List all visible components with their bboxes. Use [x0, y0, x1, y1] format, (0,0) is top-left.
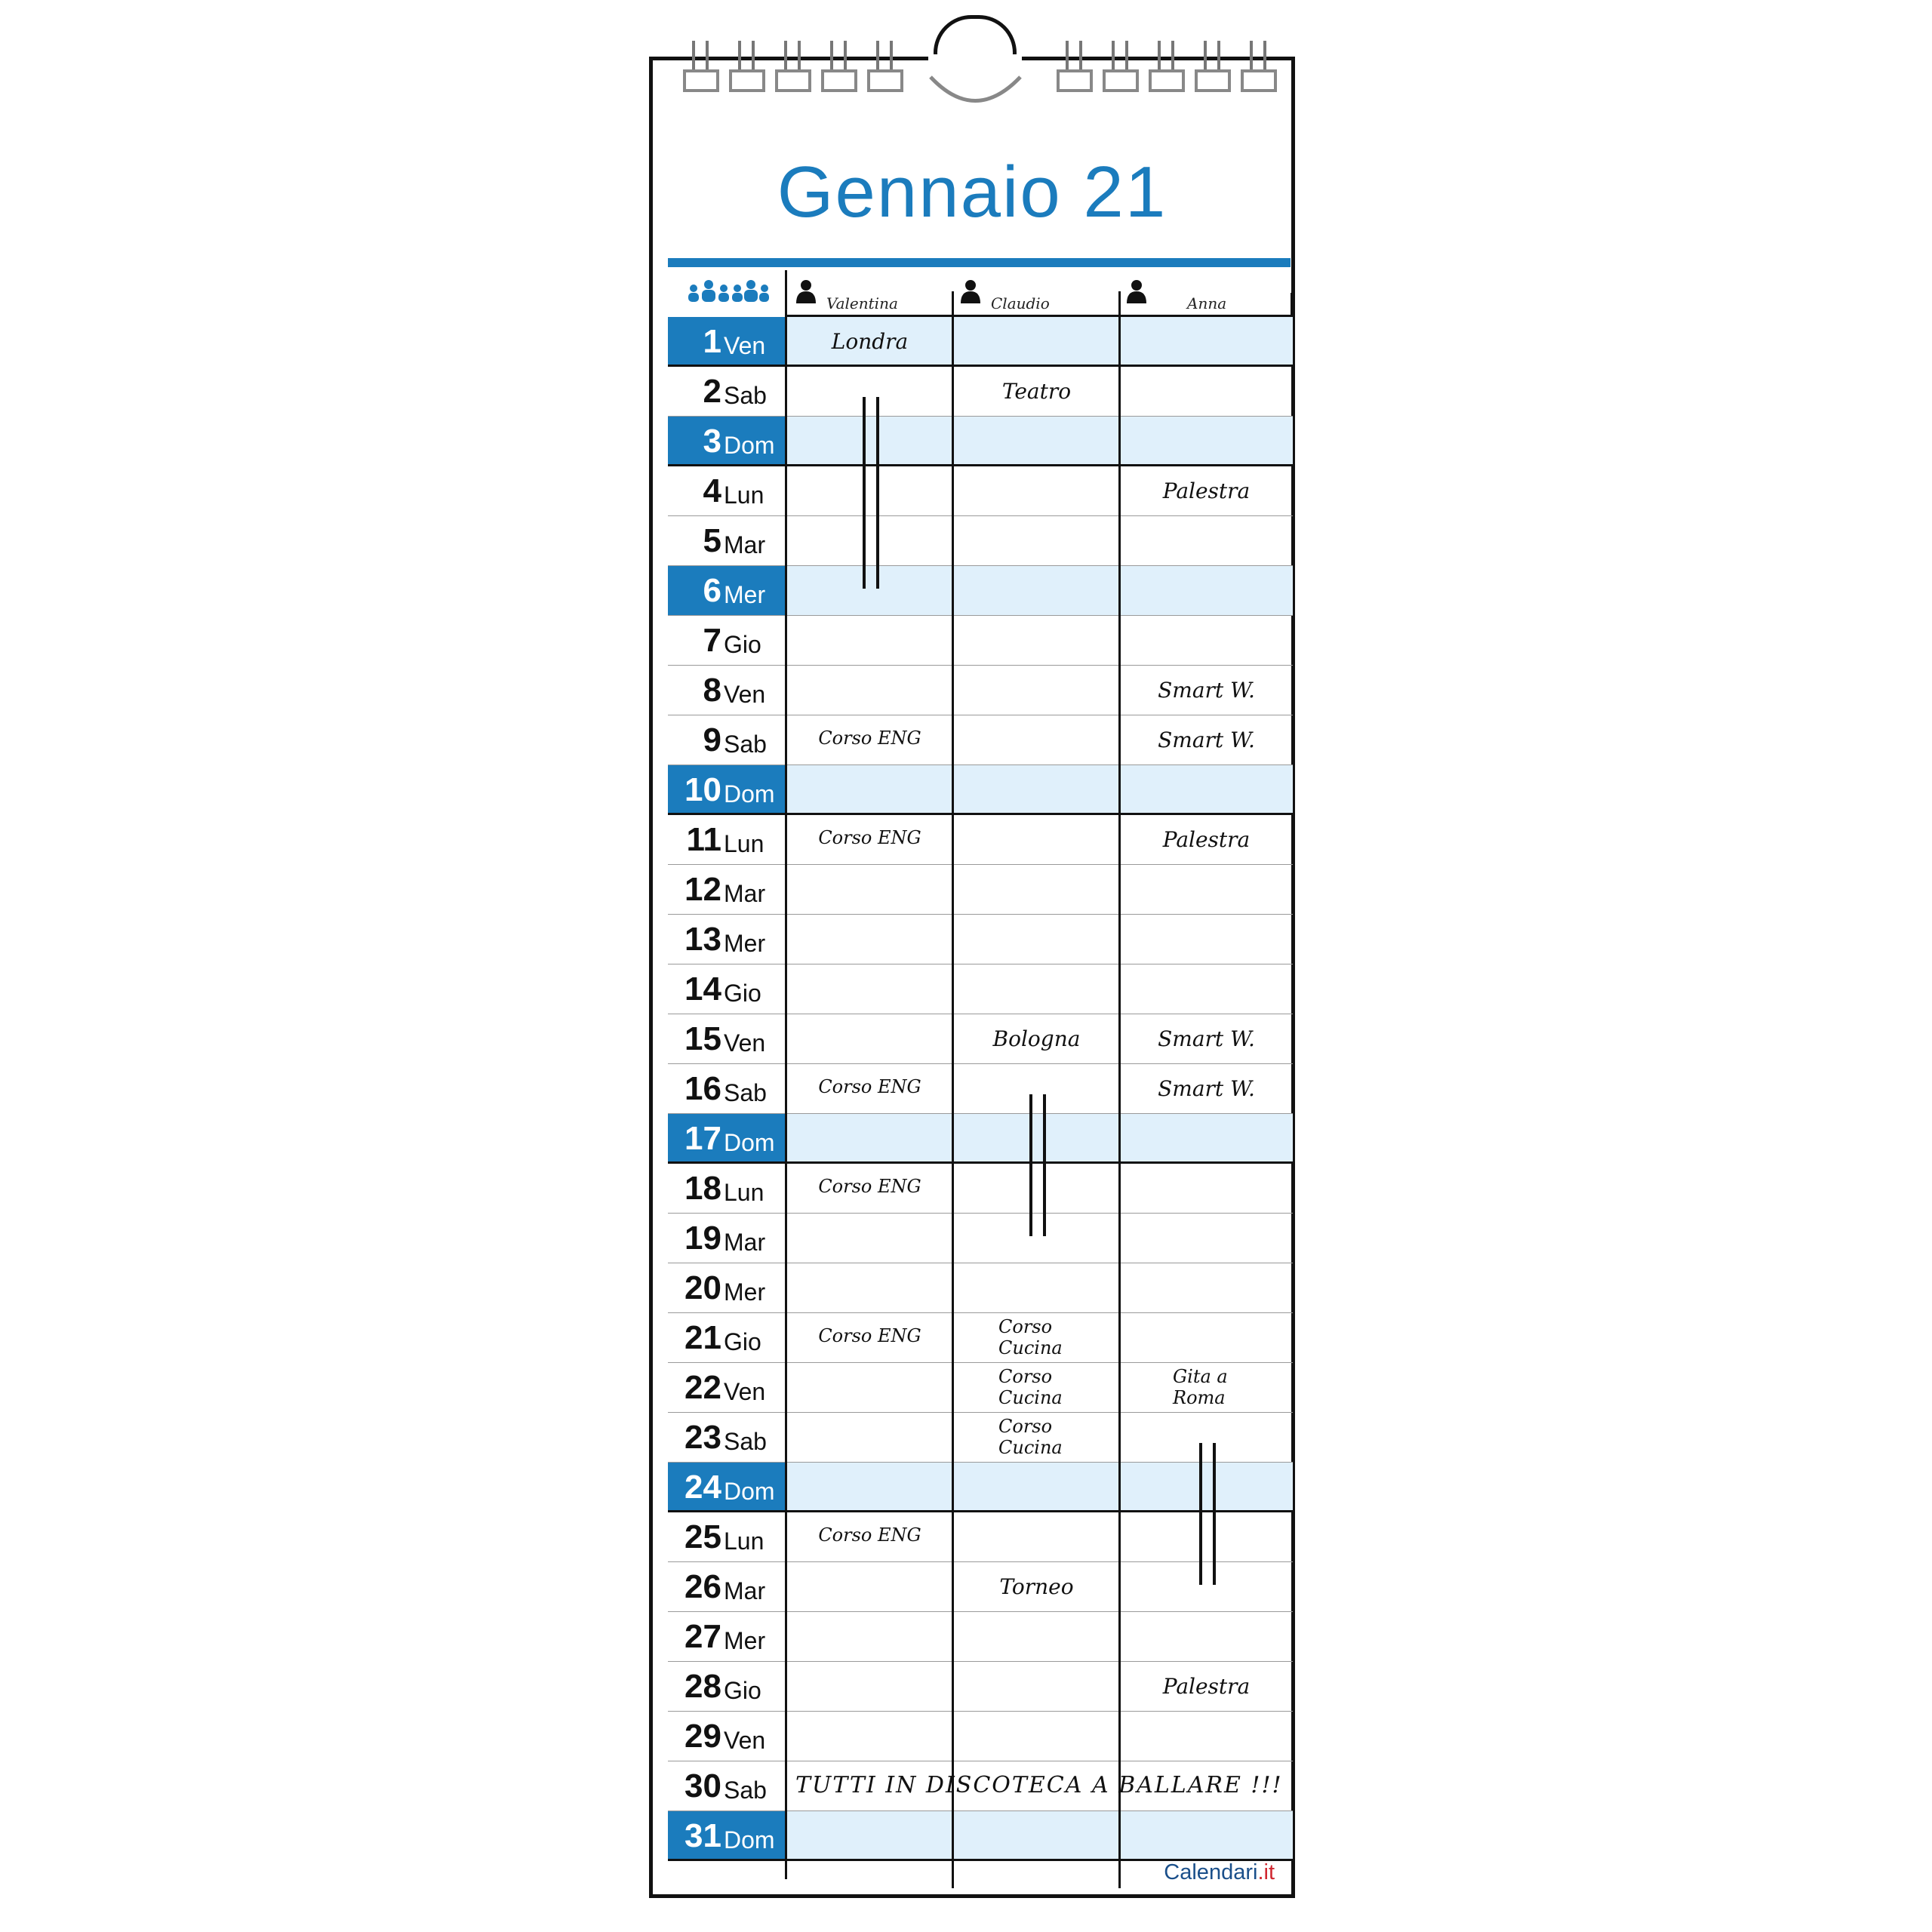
day-of-week: Ven [724, 1378, 766, 1405]
date-label [668, 1612, 785, 1661]
date-label [668, 1114, 785, 1161]
day-of-week: Dom [724, 1478, 775, 1505]
day-row[interactable] [668, 1263, 1293, 1313]
day-of-week: Mar [724, 880, 766, 907]
date-label [668, 1463, 785, 1510]
day-of-week: Sab [724, 382, 767, 409]
day-row[interactable] [668, 1114, 1293, 1164]
date-label [668, 1562, 785, 1611]
person-icon [961, 279, 980, 303]
event-note[interactable]: Palestra [1162, 478, 1251, 503]
day-row[interactable] [668, 964, 1293, 1014]
month-title: Gennaio 21 [777, 152, 1168, 232]
date-label [668, 765, 785, 813]
day-number: 11 [686, 821, 721, 858]
event-note[interactable]: Torneo [999, 1574, 1074, 1599]
day-number: 2 [703, 373, 721, 410]
event-note[interactable]: Smart W. [1158, 678, 1255, 703]
event-note[interactable]: Corso ENG [818, 728, 921, 749]
day-number: 23 [685, 1419, 721, 1456]
duration-mark [863, 397, 866, 589]
person-icon [1127, 279, 1146, 303]
day-of-week: Ven [724, 1029, 766, 1057]
date-label [668, 1014, 785, 1063]
event-note[interactable]: Smart W. [1158, 728, 1255, 752]
day-of-week: Lun [724, 1179, 764, 1206]
day-row[interactable] [668, 317, 1293, 367]
date-label [668, 1263, 785, 1312]
day-row[interactable] [668, 915, 1293, 964]
event-note[interactable]: Teatro [1001, 379, 1072, 404]
binding-ring [729, 41, 765, 94]
day-of-week: Lun [724, 481, 764, 509]
day-of-week: Mar [724, 1577, 766, 1604]
day-number: 14 [685, 971, 721, 1008]
date-label [668, 1512, 785, 1561]
person-name: Claudio [991, 294, 1050, 312]
day-of-week: Ven [724, 332, 766, 359]
day-number: 21 [685, 1319, 721, 1356]
column-divider [785, 270, 787, 1879]
day-number: 5 [703, 522, 721, 559]
day-number: 6 [703, 572, 721, 609]
date-label [668, 715, 785, 764]
day-of-week: Gio [724, 631, 761, 658]
binding-ring [867, 41, 903, 94]
day-of-week: Dom [724, 1826, 775, 1854]
day-number: 26 [685, 1568, 721, 1605]
day-number: 8 [703, 672, 721, 709]
binding-ring [1149, 41, 1185, 94]
date-label [668, 1313, 785, 1362]
day-row[interactable] [668, 1612, 1293, 1662]
event-note[interactable]: Corso ENG [818, 1524, 921, 1546]
date-label [668, 1811, 785, 1859]
event-note[interactable]: Smart W. [1158, 1076, 1255, 1101]
duration-mark [1043, 1094, 1046, 1236]
date-label [668, 1712, 785, 1761]
day-number: 31 [685, 1817, 721, 1854]
binding-ring [821, 41, 857, 94]
day-number: 17 [685, 1120, 721, 1157]
family-group-icon [686, 278, 769, 305]
person-icon [796, 279, 816, 303]
day-number: 10 [685, 771, 721, 808]
column-divider [1291, 293, 1293, 317]
wall-calendar [649, 57, 1295, 1898]
date-label [668, 466, 785, 515]
day-of-week: Ven [724, 681, 766, 708]
day-number: 22 [685, 1369, 721, 1406]
day-row[interactable] [668, 1712, 1293, 1761]
event-note[interactable]: Corso Cucina [998, 1316, 1063, 1358]
hanger-hook-icon [924, 30, 1026, 121]
day-number: 30 [685, 1767, 721, 1804]
date-label [668, 1761, 785, 1810]
person-name: Valentina [826, 294, 898, 312]
event-note[interactable]: Gita a Roma [1173, 1366, 1228, 1408]
binding-ring [775, 41, 811, 94]
date-label [668, 317, 785, 365]
day-number: 28 [685, 1668, 721, 1705]
date-label [668, 367, 785, 416]
day-of-week: Mar [724, 1229, 766, 1256]
date-label [668, 417, 785, 464]
date-label [668, 915, 785, 964]
day-of-week: Sab [724, 1079, 767, 1106]
day-number: 25 [685, 1518, 721, 1555]
event-note[interactable]: Corso ENG [818, 1076, 921, 1097]
event-note[interactable]: Corso ENG [818, 1176, 921, 1197]
duration-mark [1199, 1443, 1202, 1585]
day-row[interactable] [668, 566, 1293, 616]
day-number: 18 [685, 1170, 721, 1207]
day-number: 7 [703, 622, 721, 659]
date-label [668, 1214, 785, 1263]
day-number: 15 [685, 1020, 721, 1057]
header-underline [786, 315, 1293, 317]
day-number: 20 [685, 1269, 721, 1306]
day-of-week: Gio [724, 980, 761, 1007]
event-note[interactable]: Corso Cucina [998, 1366, 1063, 1408]
binding-ring [1195, 41, 1231, 94]
duration-mark [876, 397, 879, 589]
day-of-week: Mer [724, 1278, 766, 1306]
event-note[interactable]: TUTTI IN DISCOTECA A BALLARE !!! [795, 1772, 1283, 1798]
date-label [668, 1662, 785, 1711]
day-of-week: Sab [724, 1777, 767, 1804]
day-number: 24 [685, 1469, 721, 1506]
day-row[interactable] [668, 417, 1293, 466]
day-row[interactable] [668, 1811, 1293, 1861]
event-note[interactable]: Corso ENG [818, 827, 921, 848]
event-note[interactable]: Palestra [1162, 827, 1251, 852]
day-of-week: Mer [724, 1627, 766, 1654]
day-of-week: Gio [724, 1677, 761, 1704]
binding-ring [683, 41, 719, 94]
column-header [668, 270, 1293, 317]
day-number: 27 [685, 1618, 721, 1655]
day-number: 19 [685, 1220, 721, 1257]
date-label [668, 566, 785, 615]
day-of-week: Gio [724, 1328, 761, 1355]
day-number: 29 [685, 1718, 721, 1755]
event-note[interactable]: Londra [831, 329, 909, 354]
title-divider [668, 258, 1291, 267]
day-row[interactable] [668, 865, 1293, 915]
binding-ring [1103, 41, 1139, 94]
event-note[interactable]: Smart W. [1158, 1026, 1255, 1051]
day-of-week: Ven [724, 1727, 766, 1754]
binding-ring [1241, 41, 1277, 94]
day-number: 12 [685, 871, 721, 908]
brand-logo: Calendari.it [1164, 1860, 1275, 1884]
date-label [668, 815, 785, 864]
day-of-week: Mer [724, 930, 766, 957]
day-of-week: Dom [724, 780, 775, 808]
planner-grid [668, 270, 1293, 1861]
person-name: Anna [1187, 294, 1227, 312]
day-of-week: Lun [724, 1527, 764, 1555]
day-of-week: Sab [724, 1428, 767, 1455]
day-number: 3 [703, 423, 721, 460]
date-label [668, 1164, 785, 1213]
day-of-week: Sab [724, 731, 767, 758]
day-of-week: Dom [724, 1129, 775, 1156]
day-number: 16 [685, 1070, 721, 1107]
event-note[interactable]: Corso Cucina [998, 1416, 1063, 1458]
duration-mark [1213, 1443, 1216, 1585]
day-of-week: Mer [724, 581, 766, 608]
day-of-week: Mar [724, 531, 766, 558]
date-label [668, 616, 785, 665]
day-row[interactable] [668, 516, 1293, 566]
event-note[interactable]: Corso ENG [818, 1325, 921, 1346]
day-number: 1 [703, 323, 721, 360]
binding-ring [1057, 41, 1093, 94]
day-row[interactable] [668, 765, 1293, 815]
date-label [668, 964, 785, 1014]
date-label [668, 516, 785, 565]
date-label [668, 666, 785, 715]
day-of-week: Dom [724, 432, 775, 459]
duration-mark [1029, 1094, 1032, 1236]
date-label [668, 1413, 785, 1462]
day-row[interactable] [668, 1164, 1293, 1214]
event-note[interactable]: Bologna [992, 1026, 1081, 1051]
day-row[interactable] [668, 1214, 1293, 1263]
day-of-week: Lun [724, 830, 764, 857]
day-number: 13 [685, 921, 721, 958]
day-row[interactable] [668, 616, 1293, 666]
day-number: 9 [703, 721, 721, 758]
date-label [668, 1064, 785, 1113]
date-label [668, 1363, 785, 1412]
date-label [668, 865, 785, 914]
event-note[interactable]: Palestra [1162, 1674, 1251, 1699]
day-number: 4 [703, 472, 721, 509]
